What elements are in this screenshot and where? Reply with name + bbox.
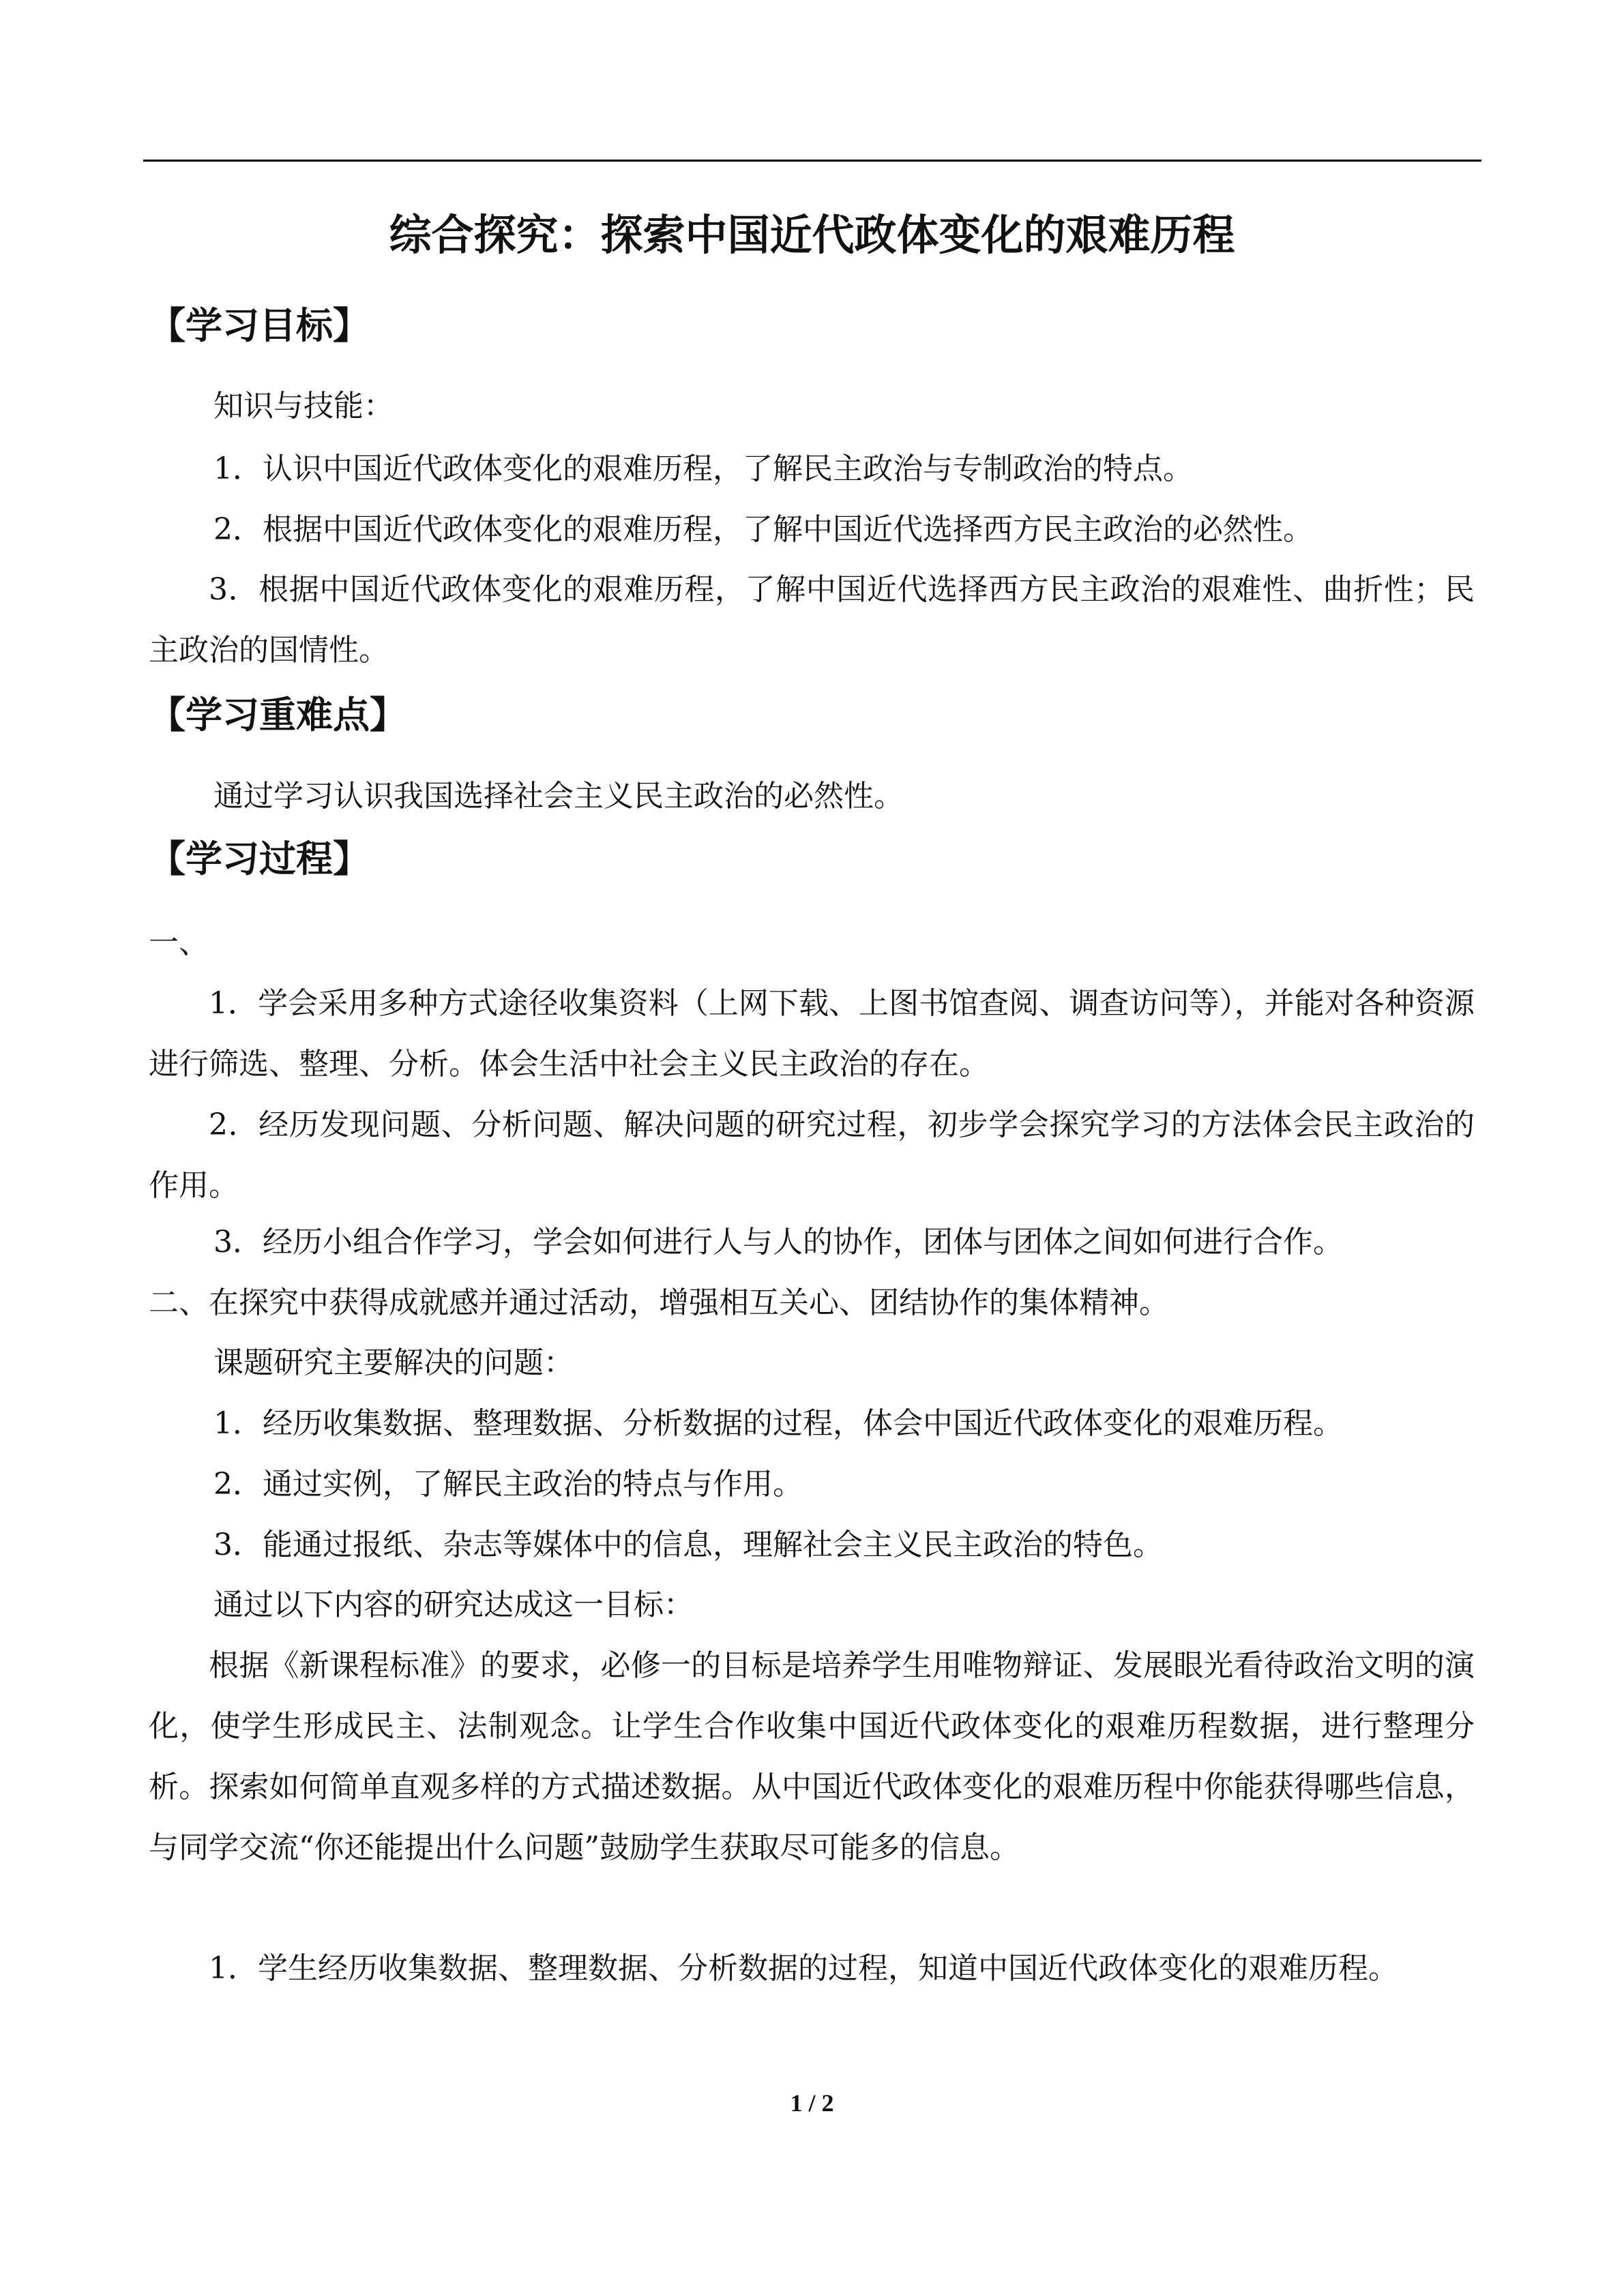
goal-achieve-label: 通过以下内容的研究达成这一目标： bbox=[213, 1587, 694, 1622]
goal-item-2: 2．根据中国近代政体变化的艰难历程，了解中国近代选择西方民主政治的必然性。 bbox=[213, 512, 1313, 547]
key-points-text: 通过学习认识我国选择社会主义民主政治的必然性。 bbox=[213, 779, 904, 814]
heading-learning-process: 【学习过程】 bbox=[149, 837, 370, 880]
problems-label: 课题研究主要解决的问题： bbox=[213, 1345, 574, 1380]
process-item-1: 1．学会采用多种方式途径收集资料（上网下载、上图书馆查阅、调查访问等），并能对各种资源进行筛选、整理、分析。体会生活中社会主义民主政治的存在。 bbox=[149, 986, 1475, 1082]
page-title: 综合探究：探索中国近代政体变化的艰难历程 bbox=[389, 210, 1235, 260]
heading-key-points: 【学习重难点】 bbox=[149, 694, 407, 736]
problem-item-1: 1．经历收集数据、整理数据、分析数据的过程，体会中国近代政体变化的艰难历程。 bbox=[213, 1406, 1343, 1441]
header-rule bbox=[143, 160, 1481, 162]
problem-item-3: 3．能通过报纸、杂志等媒体中的信息，理解社会主义民主政治的特色。 bbox=[213, 1527, 1163, 1562]
page-number: 1 / 2 bbox=[790, 2089, 834, 2117]
part-two: 二、在探究中获得成就感并通过活动，增强相互关心、团结协作的集体精神。 bbox=[149, 1285, 1169, 1320]
goal-text-paragraph: 根据《新课程标准》的要求，必修一的目标是培养学生用唯物辩证、发展眼光看待政治文明的演化，使学生形成民主、法制观念。让学生合作收集中国近代政体变化的艰难历程数据，进行整理分析。探索如何简单直观多样的方式描述数据。从中国近代政体变化的艰难历程中你能获得哪些信息，与同学交流“你还能提出什么问题”鼓励学生获取尽可能多的信息。 bbox=[149, 1648, 1475, 1865]
part-one-label: 一、 bbox=[149, 925, 209, 960]
goal-item-3: 3．根据中国近代政体变化的艰难历程，了解中国近代选择西方民主政治的艰难性、曲折性；民主政治的国情性。 bbox=[149, 572, 1475, 668]
process-item-2: 2．经历发现问题、分析问题、解决问题的研究过程，初步学会探究学习的方法体会民主政治的作用。 bbox=[149, 1107, 1475, 1203]
knowledge-skills-label: 知识与技能： bbox=[213, 389, 394, 423]
goal-item-1: 1．认识中国近代政体变化的艰难历程，了解民主政治与专制政治的特点。 bbox=[213, 451, 1193, 486]
problem-item-2: 2．通过实例，了解民主政治的特点与作用。 bbox=[213, 1467, 803, 1502]
final-process-item: 1．学生经历收集数据、整理数据、分析数据的过程，知道中国近代政体变化的艰难历程。 bbox=[209, 1951, 1398, 1986]
heading-learning-goals: 【学习目标】 bbox=[149, 304, 370, 347]
process-item-3: 3．经历小组合作学习，学会如何进行人与人的协作，团体与团体之间如何进行合作。 bbox=[213, 1225, 1343, 1259]
